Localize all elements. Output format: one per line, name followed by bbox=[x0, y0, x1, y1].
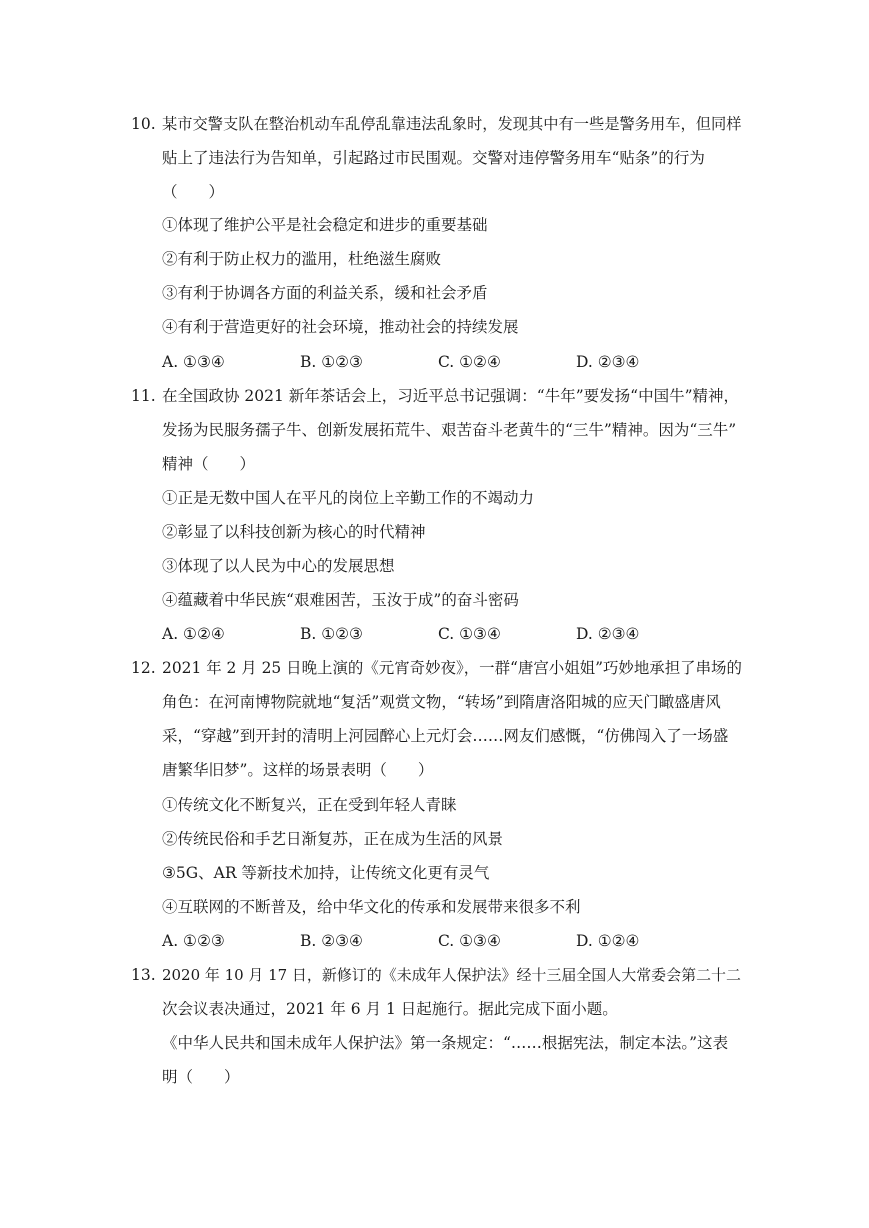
question-number: 11. bbox=[131, 387, 156, 405]
option-b: B. ①②③ bbox=[300, 353, 363, 371]
statement-4: ④互联网的不断普及，给中华文化的传承和发展带来很多不利 bbox=[162, 898, 581, 916]
question-stem-line: 唐繁华旧梦”。这样的场景表明（ ） bbox=[162, 761, 434, 779]
statement-3: ③5G、AR 等新技术加持，让传统文化更有灵气 bbox=[162, 864, 490, 882]
option-a: A. ①③④ bbox=[162, 353, 225, 371]
statement-1: ①传统文化不断复兴，正在受到年轻人青睐 bbox=[162, 796, 457, 814]
question-stem-line: 某市交警支队在整治机动车乱停乱靠违法乱象时，发现其中有一些是警务用车，但同样 bbox=[162, 115, 742, 133]
option-c: C. ①②④ bbox=[438, 353, 501, 371]
statement-3: ③体现了以人民为中心的发展思想 bbox=[162, 557, 395, 575]
option-d: D. ②③④ bbox=[576, 625, 640, 643]
question-stem-line: 采，“穿越”到开封的清明上河园醉心上元灯会……网友们感慨，“仿佛闯入了一场盛 bbox=[162, 727, 729, 745]
statement-3: ③有利于协调各方面的利益关系，缓和社会矛盾 bbox=[162, 284, 488, 302]
question-stem-line: 角色：在河南博物院就地“复活”观赏文物，“转场”到隋唐洛阳城的应天门瞰盛唐风 bbox=[162, 693, 721, 711]
statement-1: ①体现了维护公平是社会稳定和进步的重要基础 bbox=[162, 216, 488, 234]
option-a: A. ①②③ bbox=[162, 932, 225, 950]
question-stem-line: 2020 年 10 月 17 日，新修订的《未成年人保护法》经十三届全国人大常委会第二十二 bbox=[162, 966, 741, 984]
option-d: D. ①②④ bbox=[576, 932, 640, 950]
option-c: C. ①③④ bbox=[438, 932, 501, 950]
question-number: 10. bbox=[131, 115, 156, 133]
question-stem-line: 次会议表决通过，2021 年 6 月 1 日起施行。据此完成下面小题。 bbox=[162, 1000, 618, 1018]
statement-2: ②传统民俗和手艺日渐复苏，正在成为生活的风景 bbox=[162, 830, 504, 848]
statement-2: ②有利于防止权力的滥用，杜绝滋生腐败 bbox=[162, 250, 442, 268]
question-stem-line: 明（ ） bbox=[162, 1068, 240, 1086]
question-stem-line: 精神（ ） bbox=[162, 455, 256, 473]
question-stem-line: 发扬为民服务孺子牛、创新发展拓荒牛、艰苦奋斗老黄牛的“三牛”精神。因为“三牛” bbox=[162, 421, 737, 439]
question-stem-line: 《中华人民共和国未成年人保护法》第一条规定：“……根据宪法，制定本法。”这表 bbox=[162, 1034, 729, 1052]
option-b: B. ①②③ bbox=[300, 625, 363, 643]
question-number: 12. bbox=[131, 659, 156, 677]
statement-2: ②彰显了以科技创新为核心的时代精神 bbox=[162, 523, 426, 541]
statement-4: ④有利于营造更好的社会环境，推动社会的持续发展 bbox=[162, 318, 519, 336]
option-b: B. ②③④ bbox=[300, 932, 363, 950]
option-d: D. ②③④ bbox=[576, 353, 640, 371]
option-a: A. ①②④ bbox=[162, 625, 225, 643]
statement-1: ①正是无数中国人在平凡的岗位上辛勤工作的不竭动力 bbox=[162, 489, 535, 507]
answer-blank: （ ） bbox=[162, 183, 225, 201]
option-c: C. ①③④ bbox=[438, 625, 501, 643]
statement-4: ④蕴藏着中华民族“艰难困苦，玉汝于成”的奋斗密码 bbox=[162, 591, 519, 609]
question-stem-line: 2021 年 2 月 25 日晚上演的《元宵奇妙夜》，一群“唐宫小姐姐”巧妙地承担了串场的 bbox=[162, 659, 742, 677]
question-stem-line: 在全国政协 2021 新年茶话会上，习近平总书记强调：“牛年”要发扬“中国牛”精神， bbox=[162, 387, 739, 405]
question-stem-line: 贴上了违法行为告知单，引起路过市民围观。交警对违停警务用车“贴条”的行为 bbox=[162, 149, 705, 167]
question-number: 13. bbox=[131, 966, 156, 984]
